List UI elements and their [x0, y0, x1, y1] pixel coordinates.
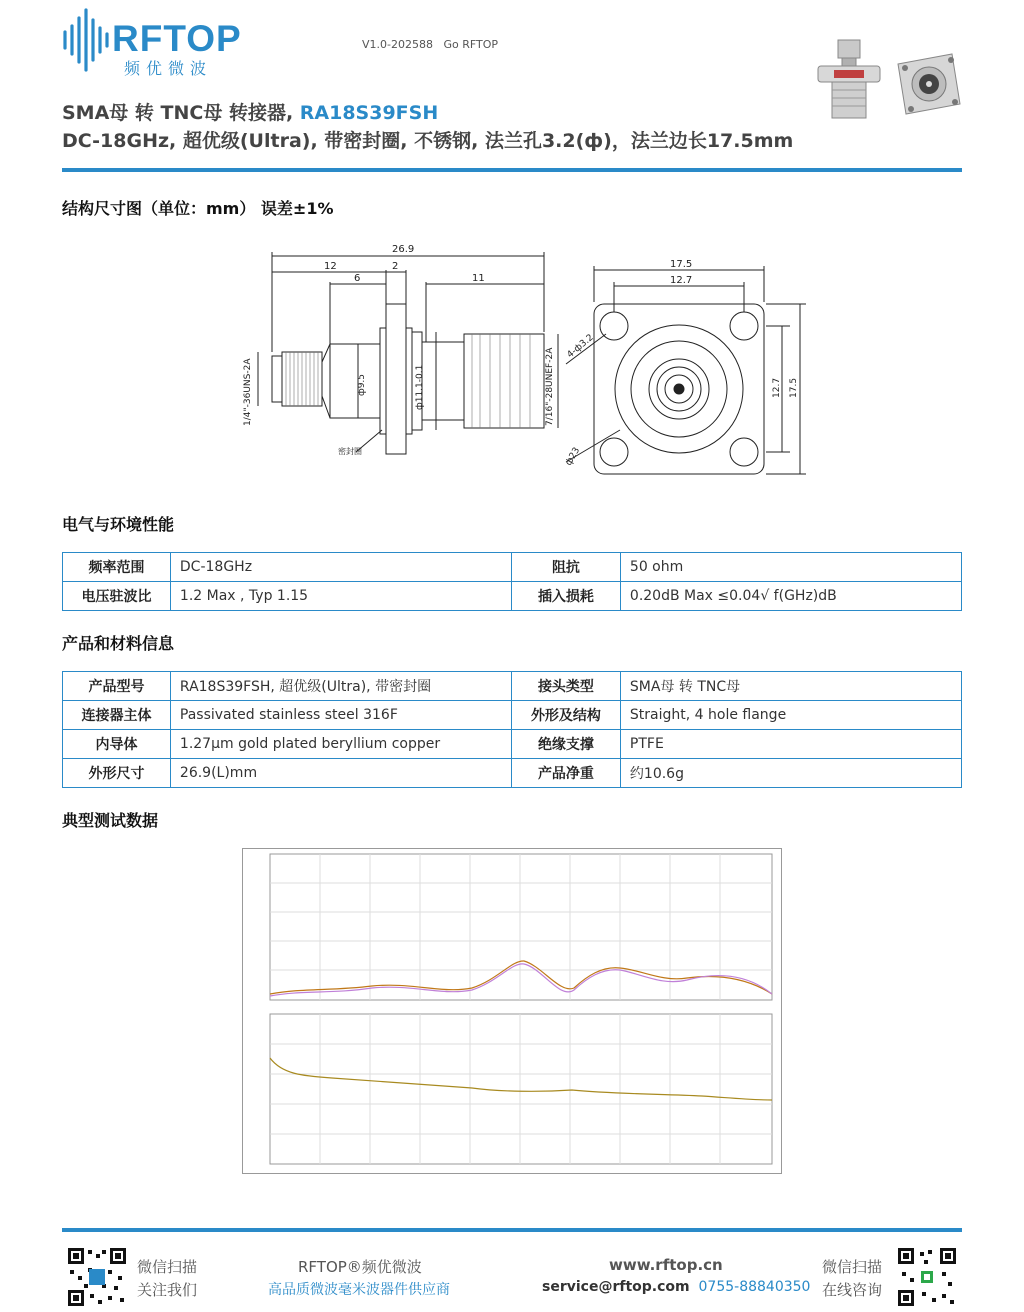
thread-right: 7/16"-28UNEF-2A: [545, 347, 555, 426]
brand-name-cn: 频优微波: [124, 59, 213, 78]
value-dimensions: 26.9(L)mm: [170, 759, 511, 788]
seal-label: 密封圈: [338, 447, 362, 456]
vert-dim-175: 17.5: [789, 377, 799, 398]
label-dimensions: 外形尺寸: [63, 759, 171, 788]
wechat-consult-line2: 在线咨询: [822, 1281, 883, 1299]
front-dim-127: 12.7: [670, 275, 693, 286]
title-prefix: SMA母 转 TNC母 转接器,: [62, 102, 300, 124]
value-body: Passivated stainless steel 316F: [170, 701, 511, 730]
value-connector-type: SMA母 转 TNC母: [620, 672, 961, 701]
dim-2: 2: [392, 261, 399, 272]
logo: [62, 6, 282, 76]
label-shape: 外形及结构: [511, 701, 620, 730]
dimension-drawing: [230, 240, 820, 480]
header-divider: [62, 168, 962, 172]
table-row: [63, 582, 962, 611]
electrical-table: [62, 552, 962, 611]
section-title-electrical: 电气与环境性能: [62, 515, 175, 534]
label-impedance: 阻抗: [511, 553, 620, 582]
dim-6: 6: [354, 273, 361, 284]
value-impedance: 50 ohm: [620, 553, 961, 582]
value-insulator: PTFE: [620, 730, 961, 759]
value-shape: Straight, 4 hole flange: [620, 701, 961, 730]
label-body: 连接器主体: [63, 701, 171, 730]
thread-left: 1/4"-36UNS-2A: [243, 358, 253, 426]
value-vswr: 1.2 Max , Typ 1.15: [170, 582, 511, 611]
label-vswr: 电压驻波比: [63, 582, 171, 611]
dim-11: 11: [472, 273, 485, 284]
dia-23: ф23: [563, 445, 583, 468]
footer-email[interactable]: service@rftop.com: [542, 1279, 690, 1295]
table-row: [63, 672, 962, 701]
wechat-follow-line2: 关注我们: [137, 1281, 198, 1299]
footer-company: RFTOP®频优微波: [298, 1258, 422, 1276]
footer-slogan: 高品质微波毫米波器件供应商: [268, 1282, 450, 1298]
qr-code-follow[interactable]: [68, 1248, 126, 1306]
front-dim-175: 17.5: [670, 259, 693, 270]
label-weight: 产品净重: [511, 759, 620, 788]
value-weight: 约10.6g: [620, 759, 961, 788]
dia-111: ф11.1-0.1: [415, 364, 425, 410]
value-freq: DC-18GHz: [170, 553, 511, 582]
brand-name: RFTOP: [112, 18, 242, 59]
go-rftop-link[interactable]: Go RFTOP: [443, 38, 499, 51]
section-title-dimension: 结构尺寸图（单位：mm） 误差±1%: [62, 199, 334, 218]
model-number: RA18S39FSH: [299, 102, 439, 124]
product-table: [62, 671, 962, 788]
table-row: [63, 759, 962, 788]
label-inner-conductor: 内导体: [63, 730, 171, 759]
dim-12: 12: [324, 261, 337, 272]
footer-contact: [542, 1279, 810, 1295]
vert-dim-127: 12.7: [772, 377, 782, 398]
footer-phone[interactable]: 0755-88840350: [698, 1279, 811, 1295]
footer-divider: [62, 1228, 962, 1232]
label-insertion-loss: 插入损耗: [511, 582, 620, 611]
label-freq: 频率范围: [63, 553, 171, 582]
wechat-consult-line1: 微信扫描: [822, 1258, 883, 1276]
holes-label: 4-ф3.2: [565, 332, 596, 361]
test-data-plot: [242, 848, 782, 1174]
page-subtitle: DC-18GHz, 超优级(Ultra), 带密封圈, 不锈钢, 法兰孔3.2(ф)，法兰边长17.5mm: [62, 130, 794, 152]
version-label: [362, 38, 498, 51]
table-row: [63, 553, 962, 582]
dim-total: 26.9: [392, 244, 415, 255]
qr-code-icon: [68, 1248, 126, 1306]
dia-95: ф9.5: [357, 373, 367, 396]
product-photo: [812, 36, 964, 124]
label-model: 产品型号: [63, 672, 171, 701]
value-insertion-loss: 0.20dB Max ≤0.04√ f(GHz)dB: [620, 582, 961, 611]
qr-code-consult[interactable]: [898, 1248, 956, 1306]
wechat-follow-line1: 微信扫描: [137, 1258, 198, 1276]
value-inner-conductor: 1.27μm gold plated beryllium copper: [170, 730, 511, 759]
version: V1.0-202588: [362, 38, 433, 51]
table-row: [63, 730, 962, 759]
page-title: [62, 98, 438, 125]
table-row: [63, 701, 962, 730]
value-model: RA18S39FSH, 超优级(Ultra), 带密封圈: [170, 672, 511, 701]
label-connector-type: 接头类型: [511, 672, 620, 701]
section-title-product: 产品和材料信息: [62, 634, 175, 653]
footer-website[interactable]: www.rftop.cn: [609, 1256, 723, 1274]
label-insulator: 绝缘支撑: [511, 730, 620, 759]
section-title-test: 典型测试数据: [62, 811, 159, 830]
qr-code-icon: [898, 1248, 956, 1306]
